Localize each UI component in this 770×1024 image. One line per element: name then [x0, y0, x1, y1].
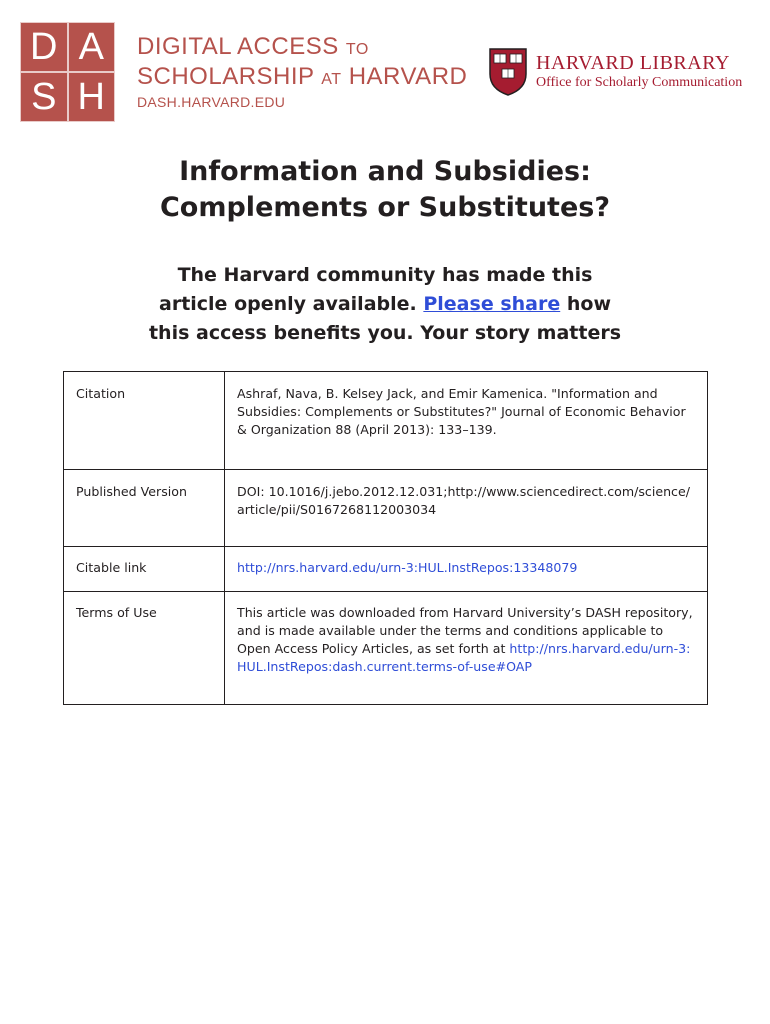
terms-of-use-link[interactable]: http://nrs.harvard.edu/urn-3:HUL.InstRepos:dash.current.terms-of-use#OAP — [237, 641, 691, 674]
notice-line1: The Harvard community has made this — [177, 264, 593, 286]
harvard-library-subtitle: Office for Scholarly Communication — [536, 75, 743, 90]
please-share-link[interactable]: Please share — [423, 293, 561, 315]
dash-url: DASH.HARVARD.EDU — [137, 94, 286, 110]
dash-logo — [20, 22, 115, 122]
metadata-table — [63, 371, 708, 705]
article-title-line2: Complements or Substitutes? — [159, 192, 610, 223]
dash-logo-letter-h: H — [68, 72, 116, 122]
table-row-citation — [64, 372, 708, 470]
dash-title-line2: SCHOLARSHIP AT HARVARD — [137, 63, 468, 90]
harvard-library-title: HARVARD LIBRARY — [536, 52, 730, 74]
dash-logo-letter-a: A — [68, 22, 116, 72]
dash-logo-letter-d: D — [20, 22, 68, 72]
open-access-notice — [0, 261, 770, 348]
table-row-citable-link — [64, 547, 708, 592]
notice-line3: this access benefits you. Your story matters — [148, 322, 622, 344]
published-version-value: DOI: 10.1016/j.jebo.2012.12.031;http://www.sciencedirect.com/science/article/pii/S0167268112003034 — [225, 470, 708, 547]
terms-of-use-text: This article was downloaded from Harvard University’s DASH repository, and is made available under the terms and conditions applicable to Open Access Policy Articles, as set forth at — [237, 605, 693, 656]
notice-line2: article openly available. Please share how — [159, 293, 611, 315]
article-title — [0, 154, 770, 226]
table-row-terms-of-use — [64, 592, 708, 705]
terms-of-use-label: Terms of Use — [64, 592, 225, 705]
dash-title-line1: DIGITAL ACCESS TO — [137, 33, 369, 60]
citation-label: Citation — [64, 372, 225, 470]
dash-logo-letter-s: S — [20, 72, 68, 122]
harvard-shield-icon — [489, 48, 527, 96]
table-row-published-version — [64, 470, 708, 547]
citation-value: Ashraf, Nava, B. Kelsey Jack, and Emir Kamenica. "Information and Subsidies: Complements or Substitutes?" Journal of Economic Behavior & Organization 88 (April 2013): 133–139. — [225, 372, 708, 470]
dash-title — [137, 33, 467, 93]
article-title-line1: Information and Subsidies: — [179, 156, 591, 187]
published-version-label: Published Version — [64, 470, 225, 547]
citable-link-label: Citable link — [64, 547, 225, 592]
citable-link[interactable]: http://nrs.harvard.edu/urn-3:HUL.InstRepos:13348079 — [237, 560, 578, 575]
